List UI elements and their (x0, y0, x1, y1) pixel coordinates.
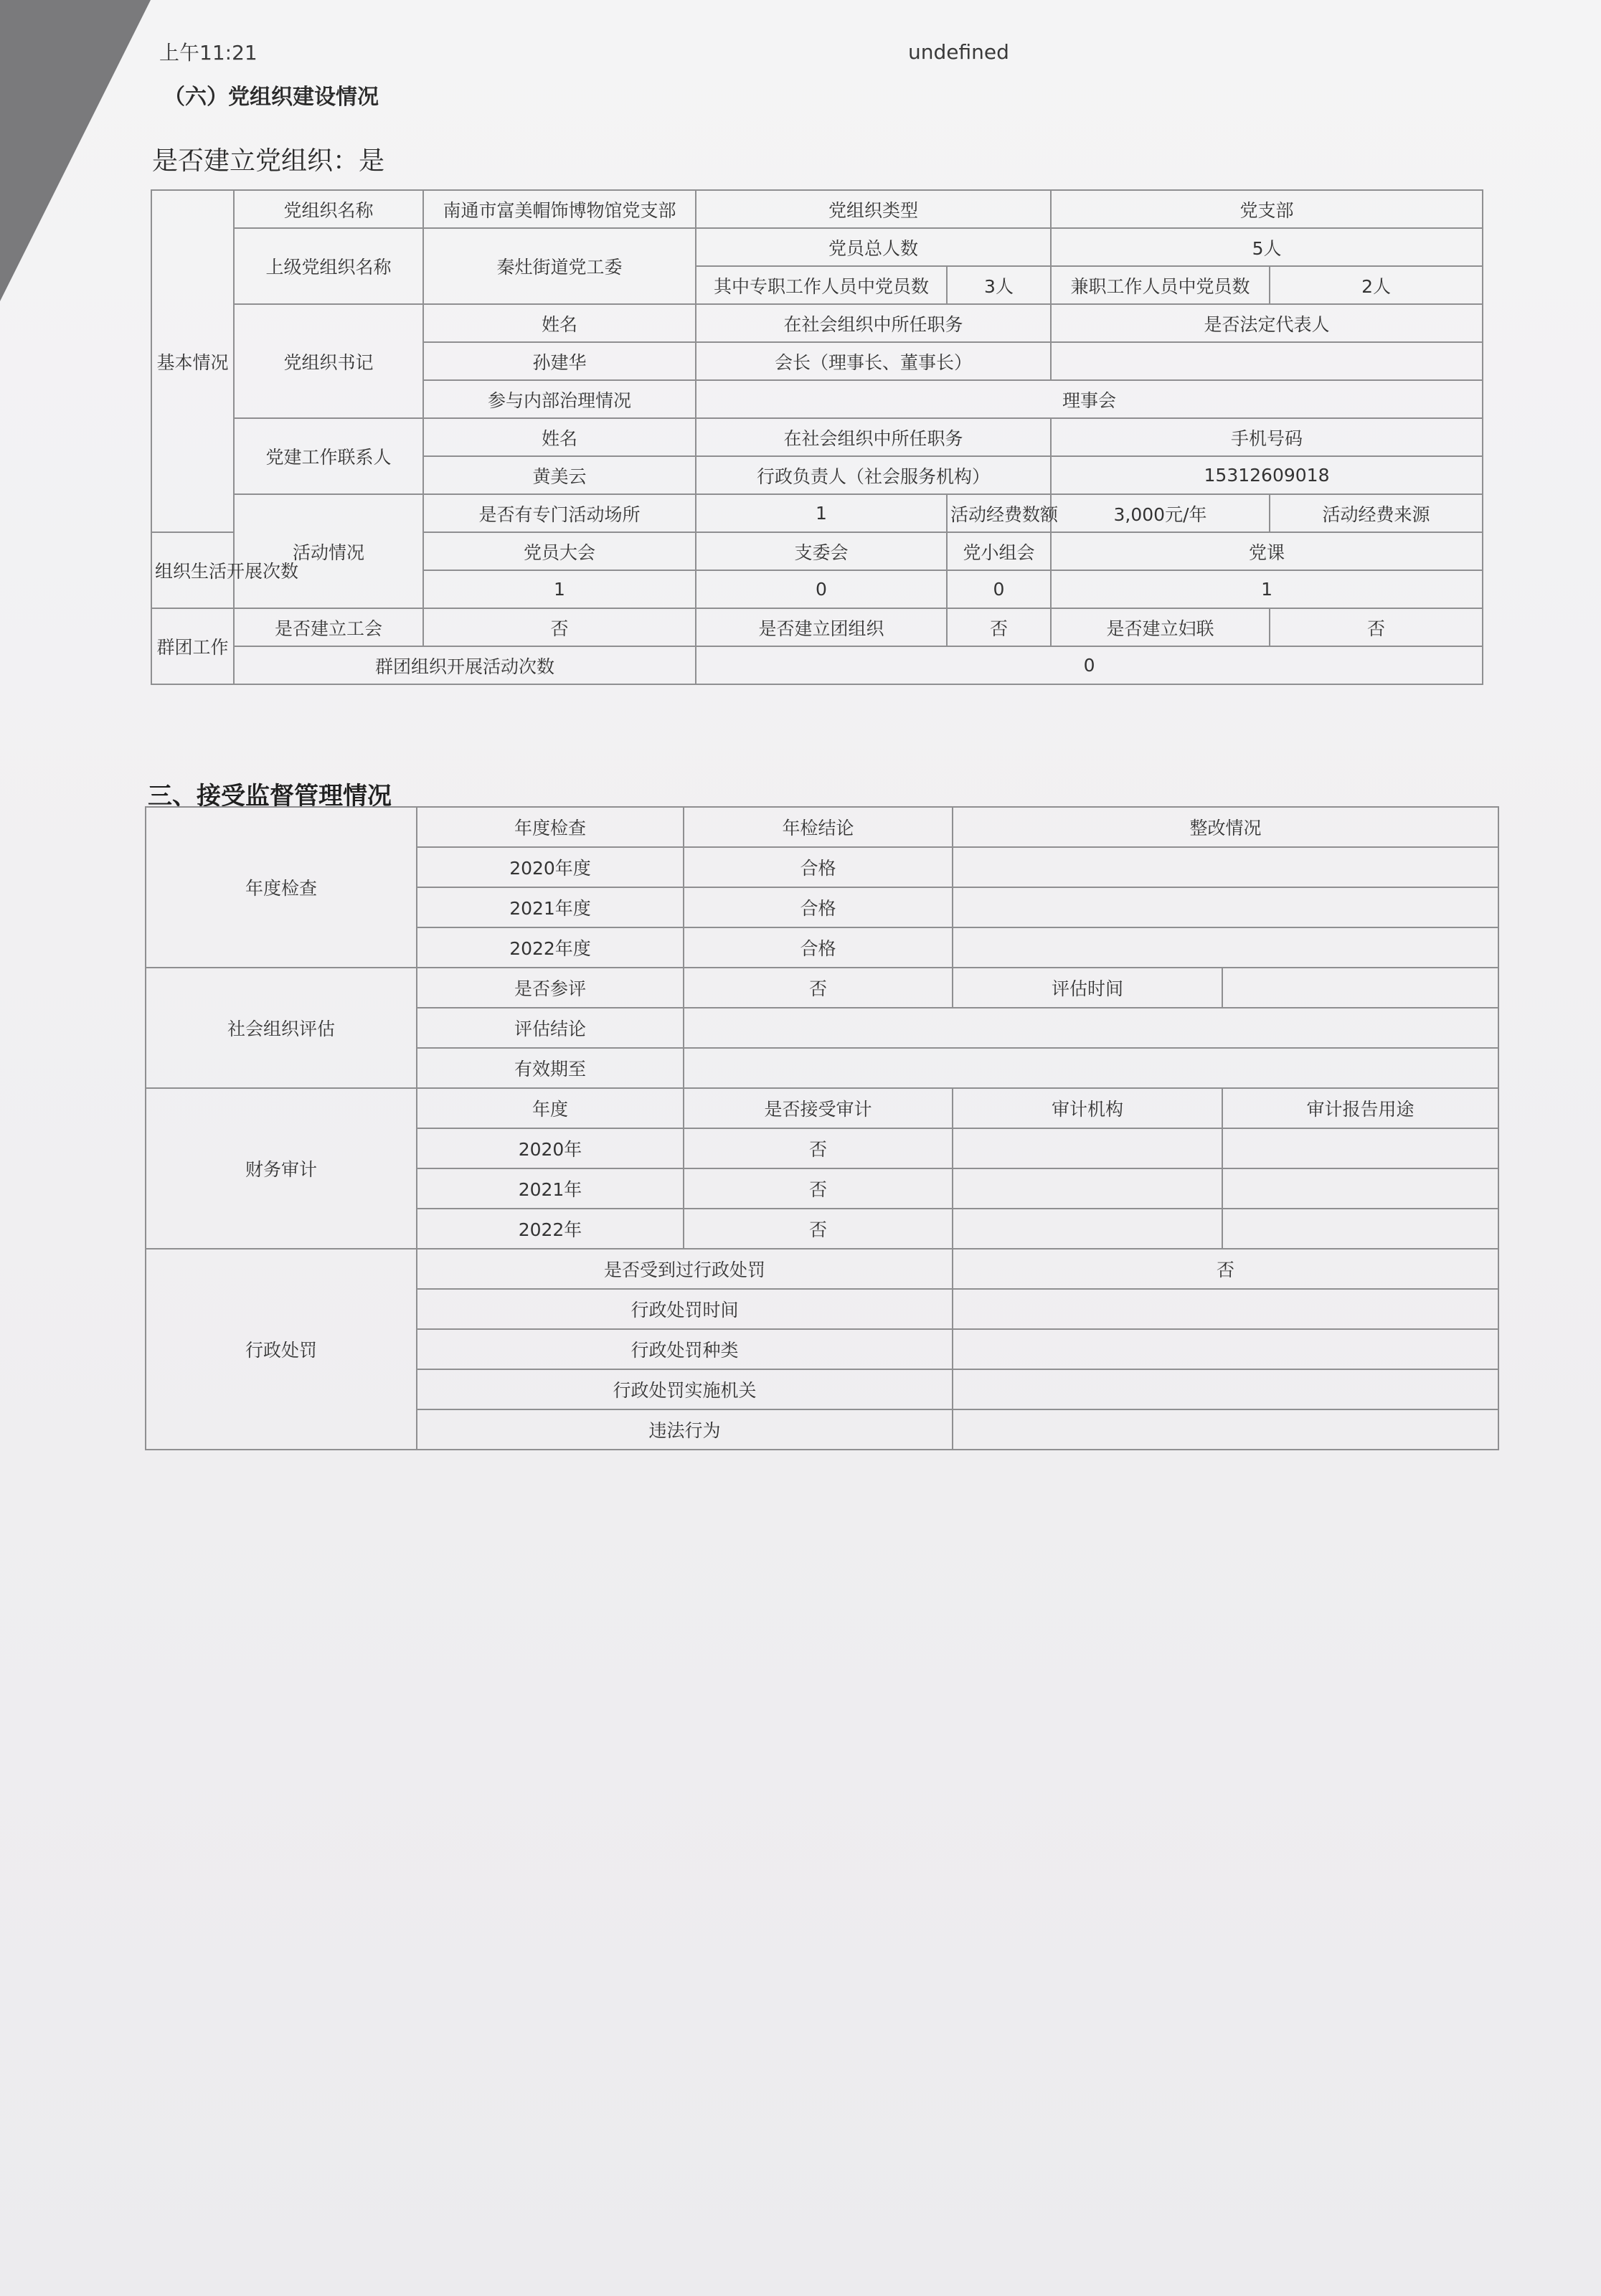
annual-col-result: 年检结论 (684, 807, 953, 847)
background-corner (0, 0, 151, 301)
audit-purpose (1222, 1128, 1498, 1168)
fulltime-members-value: 3人 (947, 266, 1051, 304)
women-value: 否 (1270, 608, 1483, 646)
audit-purpose (1222, 1168, 1498, 1209)
audit-agency (953, 1128, 1222, 1168)
meetings-label: 组织生活开展次数 (151, 532, 234, 608)
party-organization-table (151, 189, 1483, 685)
annual-col-fix: 整改情况 (953, 807, 1498, 847)
penalty-violation-label: 违法行为 (417, 1409, 953, 1450)
audit-agency (953, 1209, 1222, 1249)
secretary-name-header: 姓名 (423, 304, 696, 342)
section-heading-supervision: 三、接受监督管理情况 (148, 782, 392, 811)
annual-result: 合格 (684, 887, 953, 927)
evaluation-valid-label: 有效期至 (417, 1048, 684, 1088)
women-label: 是否建立妇联 (1051, 608, 1270, 646)
penalty-received-label: 是否受到过行政处罚 (417, 1249, 953, 1289)
party-established-line: 是否建立党组织：是 (152, 146, 385, 176)
annual-result: 合格 (684, 927, 953, 968)
mass-activities-value: 0 (696, 646, 1483, 684)
audit-year: 2020年 (417, 1128, 684, 1168)
secretary-position-header: 在社会组织中所任职务 (696, 304, 1051, 342)
contact-position-header: 在社会组织中所任职务 (696, 418, 1051, 456)
parttime-members-value: 2人 (1270, 266, 1483, 304)
contact-name-header: 姓名 (423, 418, 696, 456)
org-name-label: 党组织名称 (234, 190, 423, 228)
header-title: undefined (908, 40, 1009, 64)
evaluation-time-value (1222, 968, 1498, 1008)
section-heading-party: （六）党组织建设情况 (164, 85, 379, 110)
evaluation-conclusion-value (684, 1008, 1498, 1048)
annual-fix (953, 927, 1498, 968)
penalty-time-label: 行政处罚时间 (417, 1289, 953, 1329)
funds-source-label: 活动经费来源 (1270, 494, 1483, 532)
audit-col-purpose: 审计报告用途 (1222, 1088, 1498, 1128)
group-label-audit: 财务审计 (146, 1088, 417, 1249)
contact-phone: 15312609018 (1051, 456, 1483, 494)
audit-audited: 否 (684, 1128, 953, 1168)
penalty-agency-value (953, 1369, 1498, 1409)
secretary-legal-rep-header: 是否法定代表人 (1051, 304, 1483, 342)
evaluation-participate-value: 否 (684, 968, 953, 1008)
secretary-legal-rep (1051, 342, 1483, 380)
contact-phone-header: 手机号码 (1051, 418, 1483, 456)
evaluation-time-label: 评估时间 (953, 968, 1222, 1008)
audit-col-agency: 审计机构 (953, 1088, 1222, 1128)
audit-col-year: 年度 (417, 1088, 684, 1128)
secretary-label: 党组织书记 (234, 304, 423, 418)
contact-name: 黄美云 (423, 456, 696, 494)
group-label-penalty: 行政处罚 (146, 1249, 417, 1450)
meetings-group-count: 0 (947, 570, 1051, 608)
penalty-type-value (953, 1329, 1498, 1369)
group-label-mass: 群团工作 (151, 608, 234, 684)
group-label-activity: 活动情况 (234, 494, 423, 608)
league-label: 是否建立团组织 (696, 608, 947, 646)
penalty-agency-label: 行政处罚实施机关 (417, 1369, 953, 1409)
header-time: 上午11:21 (159, 41, 258, 65)
mass-activities-label: 群团组织开展活动次数 (234, 646, 696, 684)
annual-fix (953, 887, 1498, 927)
audit-audited: 否 (684, 1168, 953, 1209)
audit-year: 2022年 (417, 1209, 684, 1249)
audit-agency (953, 1168, 1222, 1209)
annual-col-check: 年度检查 (417, 807, 684, 847)
meetings-committee-count: 0 (696, 570, 947, 608)
annual-year: 2021年度 (417, 887, 684, 927)
superior-value: 秦灶街道党工委 (423, 228, 696, 304)
union-value: 否 (423, 608, 696, 646)
audit-col-audited: 是否接受审计 (684, 1088, 953, 1128)
meetings-lecture-count: 1 (1051, 570, 1483, 608)
secretary-name: 孙建华 (423, 342, 696, 380)
funds-value: 3,000元/年 (1051, 494, 1270, 532)
penalty-time-value (953, 1289, 1498, 1329)
parttime-members-label: 兼职工作人员中党员数 (1051, 266, 1270, 304)
governance-value: 理事会 (696, 380, 1483, 418)
group-label-annual: 年度检查 (146, 807, 417, 968)
members-total-value: 5人 (1051, 228, 1483, 266)
org-type-label: 党组织类型 (696, 190, 1051, 228)
annual-year: 2022年度 (417, 927, 684, 968)
meetings-header-group: 党小组会 (947, 532, 1051, 570)
supervision-table (145, 806, 1499, 1450)
venue-value: 1 (696, 494, 947, 532)
penalty-received-value: 否 (953, 1249, 1498, 1289)
group-label-evaluation: 社会组织评估 (146, 968, 417, 1088)
fulltime-members-label: 其中专职工作人员中党员数 (696, 266, 947, 304)
penalty-violation-value (953, 1409, 1498, 1450)
superior-label: 上级党组织名称 (234, 228, 423, 304)
annual-year: 2020年度 (417, 847, 684, 887)
group-label-basic: 基本情况 (151, 190, 234, 532)
annual-fix (953, 847, 1498, 887)
meetings-header-general: 党员大会 (423, 532, 696, 570)
union-label: 是否建立工会 (234, 608, 423, 646)
funds-label: 活动经费数额 (947, 494, 1051, 532)
contact-label: 党建工作联系人 (234, 418, 423, 494)
meetings-header-lecture: 党课 (1051, 532, 1483, 570)
annual-result: 合格 (684, 847, 953, 887)
org-name-value: 南通市富美帽饰博物馆党支部 (423, 190, 696, 228)
league-value: 否 (947, 608, 1051, 646)
audit-year: 2021年 (417, 1168, 684, 1209)
members-total-label: 党员总人数 (696, 228, 1051, 266)
governance-label: 参与内部治理情况 (423, 380, 696, 418)
meetings-general-count: 1 (423, 570, 696, 608)
evaluation-valid-value (684, 1048, 1498, 1088)
evaluation-participate-label: 是否参评 (417, 968, 684, 1008)
secretary-position: 会长（理事长、董事长） (696, 342, 1051, 380)
venue-label: 是否有专门活动场所 (423, 494, 696, 532)
meetings-header-committee: 支委会 (696, 532, 947, 570)
penalty-type-label: 行政处罚种类 (417, 1329, 953, 1369)
org-type-value: 党支部 (1051, 190, 1483, 228)
contact-position: 行政负责人（社会服务机构） (696, 456, 1051, 494)
audit-audited: 否 (684, 1209, 953, 1249)
audit-purpose (1222, 1209, 1498, 1249)
evaluation-conclusion-label: 评估结论 (417, 1008, 684, 1048)
